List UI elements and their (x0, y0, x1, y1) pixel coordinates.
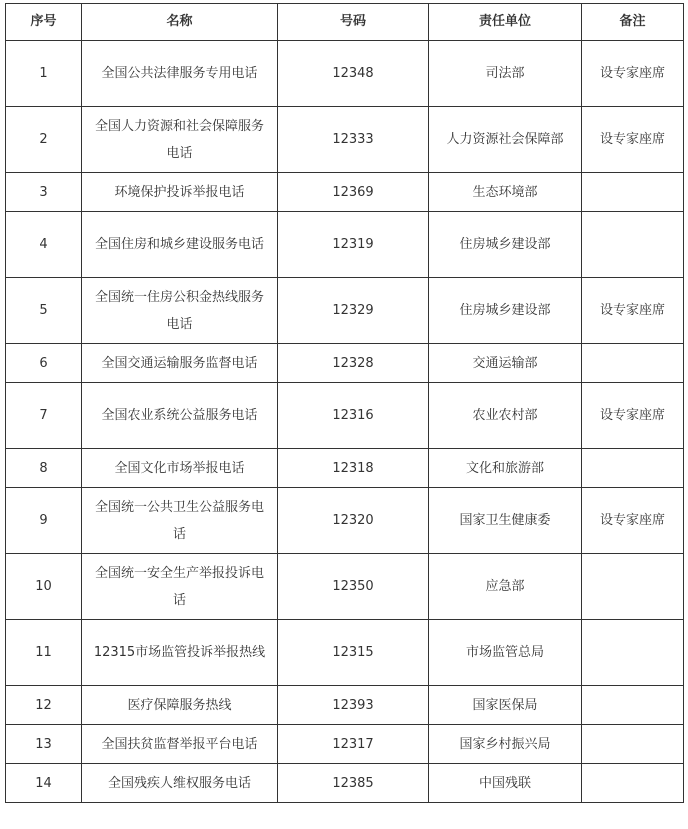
cell-name: 环境保护投诉举报电话 (82, 173, 278, 212)
cell-no: 10 (6, 554, 82, 620)
cell-number: 12348 (278, 41, 429, 107)
cell-number: 12393 (278, 686, 429, 725)
cell-name: 全国文化市场举报电话 (82, 449, 278, 488)
cell-no: 2 (6, 107, 82, 173)
cell-no: 13 (6, 725, 82, 764)
cell-unit: 农业农村部 (429, 383, 582, 449)
cell-unit: 司法部 (429, 41, 582, 107)
header-number: 号码 (278, 4, 429, 41)
table-row (6, 344, 684, 383)
cell-note: 设专家座席 (582, 107, 684, 173)
cell-no: 3 (6, 173, 82, 212)
cell-number: 12328 (278, 344, 429, 383)
cell-number: 12385 (278, 764, 429, 803)
table-row (6, 764, 684, 803)
cell-unit: 文化和旅游部 (429, 449, 582, 488)
header-unit: 责任单位 (429, 4, 582, 41)
cell-note (582, 173, 684, 212)
cell-unit: 住房城乡建设部 (429, 212, 582, 278)
cell-number: 12329 (278, 278, 429, 344)
cell-name: 全国公共法律服务专用电话 (82, 41, 278, 107)
cell-number: 12319 (278, 212, 429, 278)
table-row (6, 173, 684, 212)
cell-unit: 国家医保局 (429, 686, 582, 725)
cell-name: 全国住房和城乡建设服务电话 (82, 212, 278, 278)
cell-unit: 交通运输部 (429, 344, 582, 383)
table-row (6, 725, 684, 764)
cell-name: 全国扶贫监督举报平台电话 (82, 725, 278, 764)
cell-unit: 国家乡村振兴局 (429, 725, 582, 764)
cell-unit: 应急部 (429, 554, 582, 620)
table-header-row (6, 4, 684, 41)
cell-name: 全国统一安全生产举报投诉电话 (82, 554, 278, 620)
cell-no: 8 (6, 449, 82, 488)
cell-unit: 人力资源社会保障部 (429, 107, 582, 173)
cell-note (582, 725, 684, 764)
cell-note: 设专家座席 (582, 41, 684, 107)
table-row (6, 212, 684, 278)
cell-no: 11 (6, 620, 82, 686)
cell-note (582, 686, 684, 725)
cell-name: 全国农业系统公益服务电话 (82, 383, 278, 449)
cell-unit: 住房城乡建设部 (429, 278, 582, 344)
cell-number: 12350 (278, 554, 429, 620)
cell-no: 14 (6, 764, 82, 803)
cell-note (582, 344, 684, 383)
cell-number: 12315 (278, 620, 429, 686)
cell-note (582, 554, 684, 620)
cell-name: 全国人力资源和社会保障服务电话 (82, 107, 278, 173)
cell-no: 4 (6, 212, 82, 278)
table-row (6, 107, 684, 173)
cell-name: 医疗保障服务热线 (82, 686, 278, 725)
cell-number: 12320 (278, 488, 429, 554)
cell-unit: 生态环境部 (429, 173, 582, 212)
cell-note (582, 620, 684, 686)
cell-unit: 中国残联 (429, 764, 582, 803)
cell-no: 5 (6, 278, 82, 344)
cell-note: 设专家座席 (582, 488, 684, 554)
cell-note: 设专家座席 (582, 383, 684, 449)
table-row (6, 554, 684, 620)
cell-name: 12315市场监管投诉举报热线 (82, 620, 278, 686)
hotline-table (5, 3, 684, 803)
cell-name: 全国统一公共卫生公益服务电话 (82, 488, 278, 554)
cell-number: 12317 (278, 725, 429, 764)
table-row (6, 686, 684, 725)
table-row (6, 449, 684, 488)
table-row (6, 620, 684, 686)
table-row (6, 278, 684, 344)
header-name: 名称 (82, 4, 278, 41)
table-row (6, 383, 684, 449)
header-note: 备注 (582, 4, 684, 41)
table-body (6, 41, 684, 803)
cell-number: 12316 (278, 383, 429, 449)
cell-note: 设专家座席 (582, 278, 684, 344)
table-row (6, 488, 684, 554)
cell-note (582, 449, 684, 488)
cell-number: 12318 (278, 449, 429, 488)
cell-note (582, 764, 684, 803)
cell-unit: 国家卫生健康委 (429, 488, 582, 554)
cell-name: 全国残疾人维权服务电话 (82, 764, 278, 803)
cell-no: 9 (6, 488, 82, 554)
cell-name: 全国统一住房公积金热线服务电话 (82, 278, 278, 344)
cell-no: 12 (6, 686, 82, 725)
header-no: 序号 (6, 4, 82, 41)
cell-number: 12369 (278, 173, 429, 212)
cell-no: 7 (6, 383, 82, 449)
table-row (6, 41, 684, 107)
cell-no: 6 (6, 344, 82, 383)
cell-number: 12333 (278, 107, 429, 173)
cell-note (582, 212, 684, 278)
cell-unit: 市场监管总局 (429, 620, 582, 686)
cell-name: 全国交通运输服务监督电话 (82, 344, 278, 383)
cell-no: 1 (6, 41, 82, 107)
